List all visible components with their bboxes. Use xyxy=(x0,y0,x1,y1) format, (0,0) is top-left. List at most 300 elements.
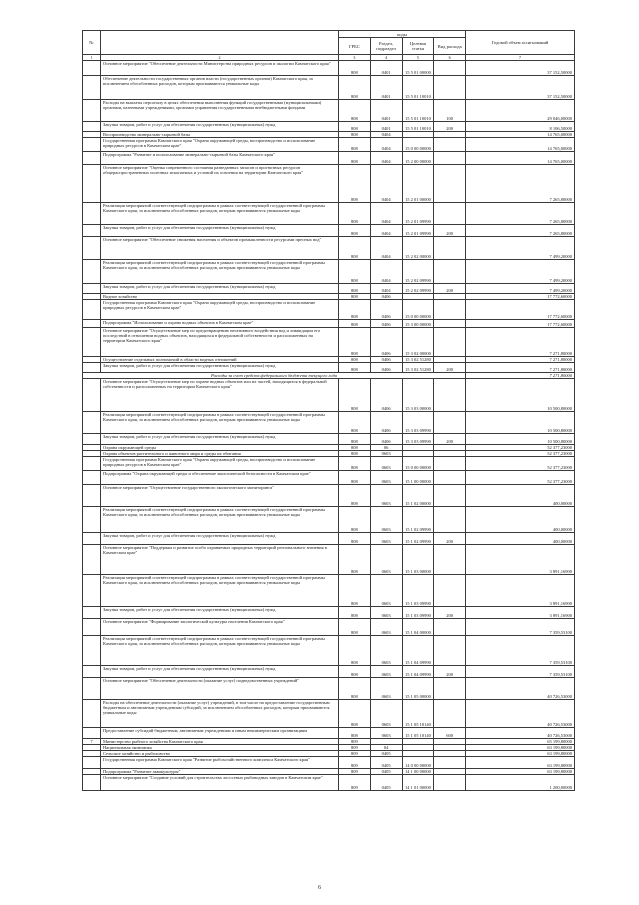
row-number xyxy=(83,485,101,507)
row-cs: 15 1 02 00000 xyxy=(402,485,434,507)
row-sum: 3 891,16900 xyxy=(466,607,575,619)
row-name: Государственная программа Камчатского края "Охрана окружающей среды, воспроизводство и использование природных ресурсов в Камчатском крае" xyxy=(101,457,339,471)
row-cs: 15 3 00 00000 xyxy=(402,320,434,328)
row-grbs: 808 xyxy=(339,294,371,300)
row-name: Реализация мероприятий соответствующей подпрограммы в рамках соответствующей государственной программы Камчатского края, за исключением обособленных расходов, которым присваиваются уникальные коды xyxy=(101,575,339,607)
row-razdel: 0405 xyxy=(370,775,402,791)
row-name: Основное мероприятие "Создание условий для строительства лососевых рыбоводных заводов в Камчатском крае" xyxy=(101,775,339,791)
row-razdel: 0603 xyxy=(370,507,402,533)
table-row xyxy=(83,575,575,607)
row-grbs: 808 xyxy=(339,533,371,545)
row-number xyxy=(83,678,101,700)
table-row xyxy=(83,607,575,619)
row-name: Основное мероприятие "Обеспечение деятельности (оказание услуг) подведомственных учреждений" xyxy=(101,678,339,700)
row-vid xyxy=(434,636,466,666)
page-number: 6 xyxy=(318,885,321,891)
row-name: Основное мероприятие "Осуществление мер по предотвращению негативного воздействия вод и ликвидации его последствий в отношении водных объектов, находящихся в федеральной собственности и расположенных на территории Камчатского края" xyxy=(101,328,339,357)
row-grbs: 808 xyxy=(339,575,371,607)
row-number xyxy=(83,225,101,237)
row-vid xyxy=(434,165,466,203)
row-vid xyxy=(434,678,466,700)
row-name: Основное мероприятие "Обеспечение снижения населения и объектов промышленности ресурсами пресных вод" xyxy=(101,237,339,260)
row-cs: 15 2 01 09990 xyxy=(402,225,434,237)
row-vid xyxy=(434,575,466,607)
row-grbs: 808 xyxy=(339,457,371,471)
row-razdel: 0406 xyxy=(370,328,402,357)
row-cs: 14 0 00 00000 xyxy=(402,757,434,769)
row-razdel: 0603 xyxy=(370,533,402,545)
row-razdel: 0405 xyxy=(370,757,402,769)
row-number xyxy=(83,728,101,739)
row-sum: 7 499,20000 xyxy=(466,237,575,260)
row-razdel: 0603 xyxy=(370,451,402,457)
row-cs: 15 1 05 10140 xyxy=(402,700,434,728)
row-number xyxy=(83,122,101,132)
row-name: Сельское хозяйство и рыболовство xyxy=(101,751,339,757)
row-razdel: 0603 xyxy=(370,619,402,636)
row-cs: 15 5 01 00000 xyxy=(402,61,434,76)
row-cs: 15 1 04 09990 xyxy=(402,636,434,666)
row-grbs: 808 xyxy=(339,619,371,636)
row-sum: 14 765,00000 xyxy=(466,152,575,165)
row-grbs: 809 xyxy=(339,745,371,751)
row-vid: 200 xyxy=(434,284,466,294)
row-grbs: 808 xyxy=(339,61,371,76)
row-number xyxy=(83,300,101,320)
row-sum: 63 199,80000 xyxy=(466,769,575,775)
row-sum: 10 500,80000 xyxy=(466,412,575,434)
row-number xyxy=(83,607,101,619)
row-grbs: 808 xyxy=(339,636,371,666)
row-grbs: 808 xyxy=(339,122,371,132)
table-row xyxy=(83,471,575,485)
index-cell: 1 xyxy=(83,55,101,61)
row-sum: 10 500,80000 xyxy=(466,379,575,412)
row-number xyxy=(83,76,101,100)
row-name: Воспроизводство минерально-сырьевой базы xyxy=(101,132,339,138)
index-cell: 5 xyxy=(402,55,434,61)
header-grbs: ГРБС xyxy=(339,38,371,55)
row-name: Министерство рыбного хозяйства Камчатского края xyxy=(101,739,339,745)
row-number xyxy=(83,457,101,471)
row-name: Национальная экономика xyxy=(101,745,339,751)
row-razdel: 0603 xyxy=(370,485,402,507)
row-vid xyxy=(434,300,466,320)
row-number xyxy=(83,61,101,76)
row-grbs: 808 xyxy=(339,132,371,138)
header-razdel: Раздел, подраздел xyxy=(370,38,402,55)
row-razdel: 0404 xyxy=(370,284,402,294)
row-razdel: 0404 xyxy=(370,165,402,203)
row-sum: 17 772,60000 xyxy=(466,294,575,300)
row-vid xyxy=(434,320,466,328)
row-grbs: 808 xyxy=(339,76,371,100)
row-razdel: 0406 xyxy=(370,412,402,434)
row-number xyxy=(83,700,101,728)
row-vid xyxy=(434,379,466,412)
row-number xyxy=(83,138,101,152)
row-name: Основное мероприятие "Формирование экологической культуры населения Камчатского края" xyxy=(101,619,339,636)
row-razdel: 0603 xyxy=(370,457,402,471)
row-razdel: 0406 xyxy=(370,320,402,328)
row-name: Основное мероприятие "Поддержка и развитие особо охраняемых природных территорий регионального значения в Камчатском крае" xyxy=(101,545,339,575)
table-row xyxy=(83,507,575,533)
row-vid xyxy=(434,471,466,485)
table-row xyxy=(83,619,575,636)
row-vid: 200 xyxy=(434,122,466,132)
row-sum: 7 499,20000 xyxy=(466,284,575,294)
row-name: Закупка товаров, работ и услуг для обеспечения государственных (муниципальных) нужд xyxy=(101,434,339,445)
row-cs: 15 2 02 09990 xyxy=(402,284,434,294)
row-razdel: 0405 xyxy=(370,769,402,775)
row-vid: 200 xyxy=(434,666,466,678)
row-sum: 7 265,80000 xyxy=(466,165,575,203)
row-vid: 100 xyxy=(434,100,466,122)
row-number xyxy=(83,320,101,328)
row-name: Реализация мероприятий соответствующей подпрограммы в рамках соответствующей государственной программы Камчатского края, за исключением обособленных расходов, которым присваиваются уникальные коды xyxy=(101,636,339,666)
row-sum: 37 152,50000 xyxy=(466,76,575,100)
row-razdel: 0603 xyxy=(370,678,402,700)
row-grbs: 808 xyxy=(339,363,371,373)
row-sum: 63 199,80000 xyxy=(466,751,575,757)
note-sum: 7 271,80000 xyxy=(466,373,575,379)
row-sum: 400,00000 xyxy=(466,507,575,533)
row-razdel: 0603 xyxy=(370,471,402,485)
row-sum: 37 152,50000 xyxy=(466,61,575,76)
row-razdel: 0404 xyxy=(370,132,402,138)
row-sum: 52 377,23000 xyxy=(466,457,575,471)
table-row xyxy=(83,225,575,237)
table-row xyxy=(83,666,575,678)
row-number xyxy=(83,152,101,165)
row-vid xyxy=(434,485,466,507)
row-sum: 7 271,80000 xyxy=(466,357,575,363)
table-row xyxy=(83,328,575,357)
table-row xyxy=(83,237,575,260)
row-number xyxy=(83,328,101,357)
row-name: Государственная программа Камчатского края "Охрана окружающей среды, воспроизводство и использование природных ресурсов в Камчатском крае" xyxy=(101,138,339,152)
row-grbs: 808 xyxy=(339,507,371,533)
row-grbs: 808 xyxy=(339,357,371,363)
table-row xyxy=(83,636,575,666)
row-vid: 200 xyxy=(434,607,466,619)
row-number xyxy=(83,666,101,678)
table-row xyxy=(83,61,575,76)
row-number xyxy=(83,575,101,607)
row-razdel: 0603 xyxy=(370,700,402,728)
row-name: Подпрограмма "Охрана окружающей среды и обеспечение экологической безопасности в Камчатском крае" xyxy=(101,471,339,485)
row-name: Реализация мероприятий соответствующей подпрограммы в рамках соответствующей государственной программы Камчатского края, за исключением обособленных расходов, которым присваиваются уникальные коды xyxy=(101,507,339,533)
row-razdel: 0603 xyxy=(370,575,402,607)
row-razdel: 0404 xyxy=(370,260,402,284)
row-name: Обеспечение деятельности государственных органов власти (государственных органов) Камчатского края, за исключением обособленных расходов, которым присваиваются уникальные коды xyxy=(101,76,339,100)
row-grbs: 808 xyxy=(339,320,371,328)
row-razdel: 0406 xyxy=(370,300,402,320)
row-vid xyxy=(434,457,466,471)
row-grbs: 808 xyxy=(339,138,371,152)
row-razdel: 0603 xyxy=(370,728,402,739)
row-sum: 7 359,53100 xyxy=(466,619,575,636)
row-number xyxy=(83,619,101,636)
row-cs: 15 0 00 00000 xyxy=(402,300,434,320)
row-name: Подпрограмма "Развитие и использование минерально-сырьевой базы Камчатского края" xyxy=(101,152,339,165)
row-name: Закупка товаров, работ и услуг для обеспечения государственных (муниципальных) нужд xyxy=(101,225,339,237)
row-cs: 15 5 01 10010 xyxy=(402,76,434,100)
row-name: Основное мероприятие "Оценка современного состояния разведанных запасов и прогнозных ресурсов общераспространенных полезных ископаемых и условий их освоения на территории Камчатского края" xyxy=(101,165,339,203)
row-sum: 29 046,00000 xyxy=(466,100,575,122)
table-row xyxy=(83,300,575,320)
row-cs: 15 2 01 09990 xyxy=(402,203,434,225)
row-number xyxy=(83,434,101,445)
row-grbs: 808 xyxy=(339,678,371,700)
row-grbs: 808 xyxy=(339,471,371,485)
row-name: Государственная программа Камчатского края "Охрана окружающей среды, воспроизводство и использование природных ресурсов в Камчатском крае" xyxy=(101,300,339,320)
row-sum: 1 200,00000 xyxy=(466,775,575,791)
table-row xyxy=(83,284,575,294)
row-number xyxy=(83,379,101,412)
table-row xyxy=(83,700,575,728)
row-sum: 3 891,16900 xyxy=(466,545,575,575)
row-vid xyxy=(434,507,466,533)
table-row xyxy=(83,678,575,700)
row-cs: 15 3 02 51280 xyxy=(402,363,434,373)
row-grbs: 808 xyxy=(339,260,371,284)
row-sum: 7 271,80000 xyxy=(466,328,575,357)
row-razdel: 0406 xyxy=(370,294,402,300)
header-sum: Годовой объем ассигнований xyxy=(466,31,575,55)
row-sum: 7 271,80000 xyxy=(466,363,575,373)
row-razdel: 0603 xyxy=(370,607,402,619)
row-grbs: 808 xyxy=(339,237,371,260)
row-sum: 400,00000 xyxy=(466,485,575,507)
table-row xyxy=(83,152,575,165)
row-name: Реализация мероприятий соответствующей подпрограммы в рамках соответствующей государственной программы Камчатского края, за исключением обособленных расходов, которым присваиваются уникальные коды xyxy=(101,412,339,434)
row-cs: 15 1 03 09990 xyxy=(402,575,434,607)
row-grbs: 808 xyxy=(339,451,371,457)
row-sum: 40 726,53000 xyxy=(466,678,575,700)
row-cs: 15 5 01 10010 xyxy=(402,122,434,132)
row-vid xyxy=(434,619,466,636)
row-razdel: 0406 xyxy=(370,379,402,412)
row-cs: 15 3 03 00000 xyxy=(402,379,434,412)
row-vid xyxy=(434,328,466,357)
row-grbs: 808 xyxy=(339,300,371,320)
row-cs: 15 1 05 10140 xyxy=(402,728,434,739)
row-grbs: 808 xyxy=(339,545,371,575)
row-name: Осуществление отдельных полномочий в области водных отношений xyxy=(101,357,339,363)
row-sum: 7 359,53100 xyxy=(466,636,575,666)
table-row xyxy=(83,76,575,100)
row-name: Предоставление субсидий бюджетным, автономным учреждениям и иным некоммерческим организациям xyxy=(101,728,339,739)
row-razdel: 0405 xyxy=(370,751,402,757)
header-codes: коды xyxy=(339,31,466,38)
row-vid xyxy=(434,138,466,152)
row-name: Закупка товаров, работ и услуг для обеспечения государственных (муниципальных) нужд xyxy=(101,607,339,619)
row-vid xyxy=(434,237,466,260)
row-cs: 15 2 02 00000 xyxy=(402,237,434,260)
row-vid: 200 xyxy=(434,363,466,373)
row-sum: 3 891,16900 xyxy=(466,575,575,607)
row-cs: 15 1 02 09990 xyxy=(402,533,434,545)
index-cell: 4 xyxy=(370,55,402,61)
row-grbs: 808 xyxy=(339,203,371,225)
row-razdel: 0401 xyxy=(370,100,402,122)
row-cs: 15 2 00 00000 xyxy=(402,152,434,165)
row-razdel: 06 xyxy=(370,445,402,451)
row-razdel: 0404 xyxy=(370,138,402,152)
row-grbs: 809 xyxy=(339,769,371,775)
index-cell: 7 xyxy=(466,55,575,61)
row-name: Охрана объектов растительного и животного мира и среды их обитания xyxy=(101,451,339,457)
row-cs: 15 3 02 00000 xyxy=(402,328,434,357)
row-razdel: 0404 xyxy=(370,152,402,165)
row-razdel: 0404 xyxy=(370,203,402,225)
row-cs: 15 3 03 09990 xyxy=(402,412,434,434)
row-cs: 15 1 04 00000 xyxy=(402,619,434,636)
header-vid: Вид расхода xyxy=(434,38,466,55)
row-grbs: 808 xyxy=(339,165,371,203)
row-number xyxy=(83,757,101,769)
row-name: Расходы на выплаты персоналу в целях обеспечения выполнения функций государственными (муниципальными) органами, казенными учреждениями, органами управления государственными внебюджетными фондами xyxy=(101,100,339,122)
row-cs: 15 1 04 09990 xyxy=(402,666,434,678)
row-sum: 7 265,80000 xyxy=(466,225,575,237)
table-row xyxy=(83,775,575,791)
row-grbs: 808 xyxy=(339,412,371,434)
header-cs: Целевая статья xyxy=(402,38,434,55)
table-row xyxy=(83,138,575,152)
table-row xyxy=(83,379,575,412)
row-razdel: 0401 xyxy=(370,76,402,100)
row-sum: 10 500,80000 xyxy=(466,434,575,445)
table-row xyxy=(83,457,575,471)
note-text: Расходы за счет средств федерального бюджета текущего года xyxy=(83,373,466,379)
row-sum: 52 377,23000 xyxy=(466,451,575,457)
row-razdel: 0404 xyxy=(370,237,402,260)
row-number xyxy=(83,363,101,373)
row-sum: 400,00000 xyxy=(466,533,575,545)
table-row xyxy=(83,485,575,507)
table-row xyxy=(83,728,575,739)
row-grbs: 808 xyxy=(339,100,371,122)
row-name: Расходы на обеспечение деятельности (оказание услуг) учреждений, в том числе на предоставление государственным бюджетным и автономным учреждениям субсидий, за исключением обособленных расходов, которым присваиваются уникальные коды xyxy=(101,700,339,728)
table-row xyxy=(83,100,575,122)
row-number xyxy=(83,203,101,225)
row-sum: 17 772,60000 xyxy=(466,300,575,320)
row-vid xyxy=(434,61,466,76)
table-row xyxy=(83,412,575,434)
row-cs: 15 2 02 09990 xyxy=(402,260,434,284)
row-number xyxy=(83,545,101,575)
row-grbs: 808 xyxy=(339,434,371,445)
row-grbs: 808 xyxy=(339,700,371,728)
row-cs: 15 1 03 00000 xyxy=(402,545,434,575)
row-razdel: 0603 xyxy=(370,545,402,575)
table-header-row xyxy=(83,31,575,38)
row-vid: 200 xyxy=(434,434,466,445)
row-grbs: 809 xyxy=(339,757,371,769)
row-cs: 15 0 00 00000 xyxy=(402,457,434,471)
row-vid xyxy=(434,76,466,100)
row-sum: 65 199,80000 xyxy=(466,739,575,745)
row-razdel: 0404 xyxy=(370,225,402,237)
row-vid xyxy=(434,757,466,769)
row-name: Водное хозяйство xyxy=(101,294,339,300)
row-number xyxy=(83,237,101,260)
row-name: Закупка товаров, работ и услуг для обеспечения государственных (муниципальных) нужд xyxy=(101,363,339,373)
row-sum: 52 377,23000 xyxy=(466,445,575,451)
row-grbs: 808 xyxy=(339,284,371,294)
row-name: Государственная программа Камчатского края "Развитие рыбохозяйственного комплекса Камчатского края" xyxy=(101,757,339,769)
row-name: Реализация мероприятий соответствующей подпрограммы в рамках соответствующей государственной программы Камчатского края, за исключением обособленных расходов, которым присваиваются уникальные коды xyxy=(101,203,339,225)
row-sum: 8 106,50000 xyxy=(466,122,575,132)
row-cs: 15 5 01 10010 xyxy=(402,100,434,122)
row-sum: 7 359,53100 xyxy=(466,666,575,678)
row-name: Закупка товаров, работ и услуг для обеспечения государственных (муниципальных) нужд xyxy=(101,533,339,545)
header-name xyxy=(101,31,339,55)
row-name: Закупка товаров, работ и услуг для обеспечения государственных (муниципальных) нужд xyxy=(101,666,339,678)
row-sum: 17 772,60000 xyxy=(466,320,575,328)
row-vid xyxy=(434,203,466,225)
row-cs: 15 1 02 09990 xyxy=(402,507,434,533)
row-name: Подпрограмма "Развитие аквакультуры" xyxy=(101,769,339,775)
row-number xyxy=(83,100,101,122)
row-grbs: 808 xyxy=(339,225,371,237)
row-grbs: 808 xyxy=(339,328,371,357)
row-sum: 40 726,53000 xyxy=(466,700,575,728)
index-cell: 3 xyxy=(339,55,371,61)
row-name: Закупка товаров, работ и услуг для обеспечения государственных (муниципальных) нужд xyxy=(101,122,339,132)
row-grbs: 808 xyxy=(339,666,371,678)
row-cs: 15 3 03 09990 xyxy=(402,434,434,445)
row-cs: 15 2 01 00000 xyxy=(402,165,434,203)
row-grbs: 809 xyxy=(339,751,371,757)
row-number xyxy=(83,636,101,666)
row-razdel: 0603 xyxy=(370,636,402,666)
table-row xyxy=(83,363,575,373)
row-grbs: 808 xyxy=(339,607,371,619)
row-vid xyxy=(434,545,466,575)
row-number xyxy=(83,471,101,485)
row-grbs: 809 xyxy=(339,775,371,791)
table-body xyxy=(83,61,575,791)
table-row xyxy=(83,203,575,225)
budget-table xyxy=(82,30,575,791)
row-name: Закупка товаров, работ и услуг для обеспечения государственных (муниципальных) нужд xyxy=(101,284,339,294)
row-sum: 52 377,23000 xyxy=(466,471,575,485)
header-num: № xyxy=(83,31,101,55)
row-vid: 200 xyxy=(434,225,466,237)
row-number xyxy=(83,775,101,791)
table-row xyxy=(83,260,575,284)
row-razdel: 0406 xyxy=(370,363,402,373)
row-vid xyxy=(434,775,466,791)
row-razdel: 0401 xyxy=(370,122,402,132)
row-razdel: 0406 xyxy=(370,434,402,445)
table-row xyxy=(83,122,575,132)
row-razdel: 0401 xyxy=(370,61,402,76)
row-razdel: 0406 xyxy=(370,357,402,363)
row-number: 7 xyxy=(83,739,101,745)
row-cs: 15 1 03 09990 xyxy=(402,607,434,619)
row-sum: 63 199,80000 xyxy=(466,745,575,751)
row-sum: 63 199,80000 xyxy=(466,757,575,769)
row-grbs: 808 xyxy=(339,485,371,507)
row-number xyxy=(83,260,101,284)
row-cs: 15 1 00 00000 xyxy=(402,471,434,485)
row-sum: 7 265,80000 xyxy=(466,203,575,225)
row-vid xyxy=(434,412,466,434)
row-sum: 14 765,00000 xyxy=(466,138,575,152)
